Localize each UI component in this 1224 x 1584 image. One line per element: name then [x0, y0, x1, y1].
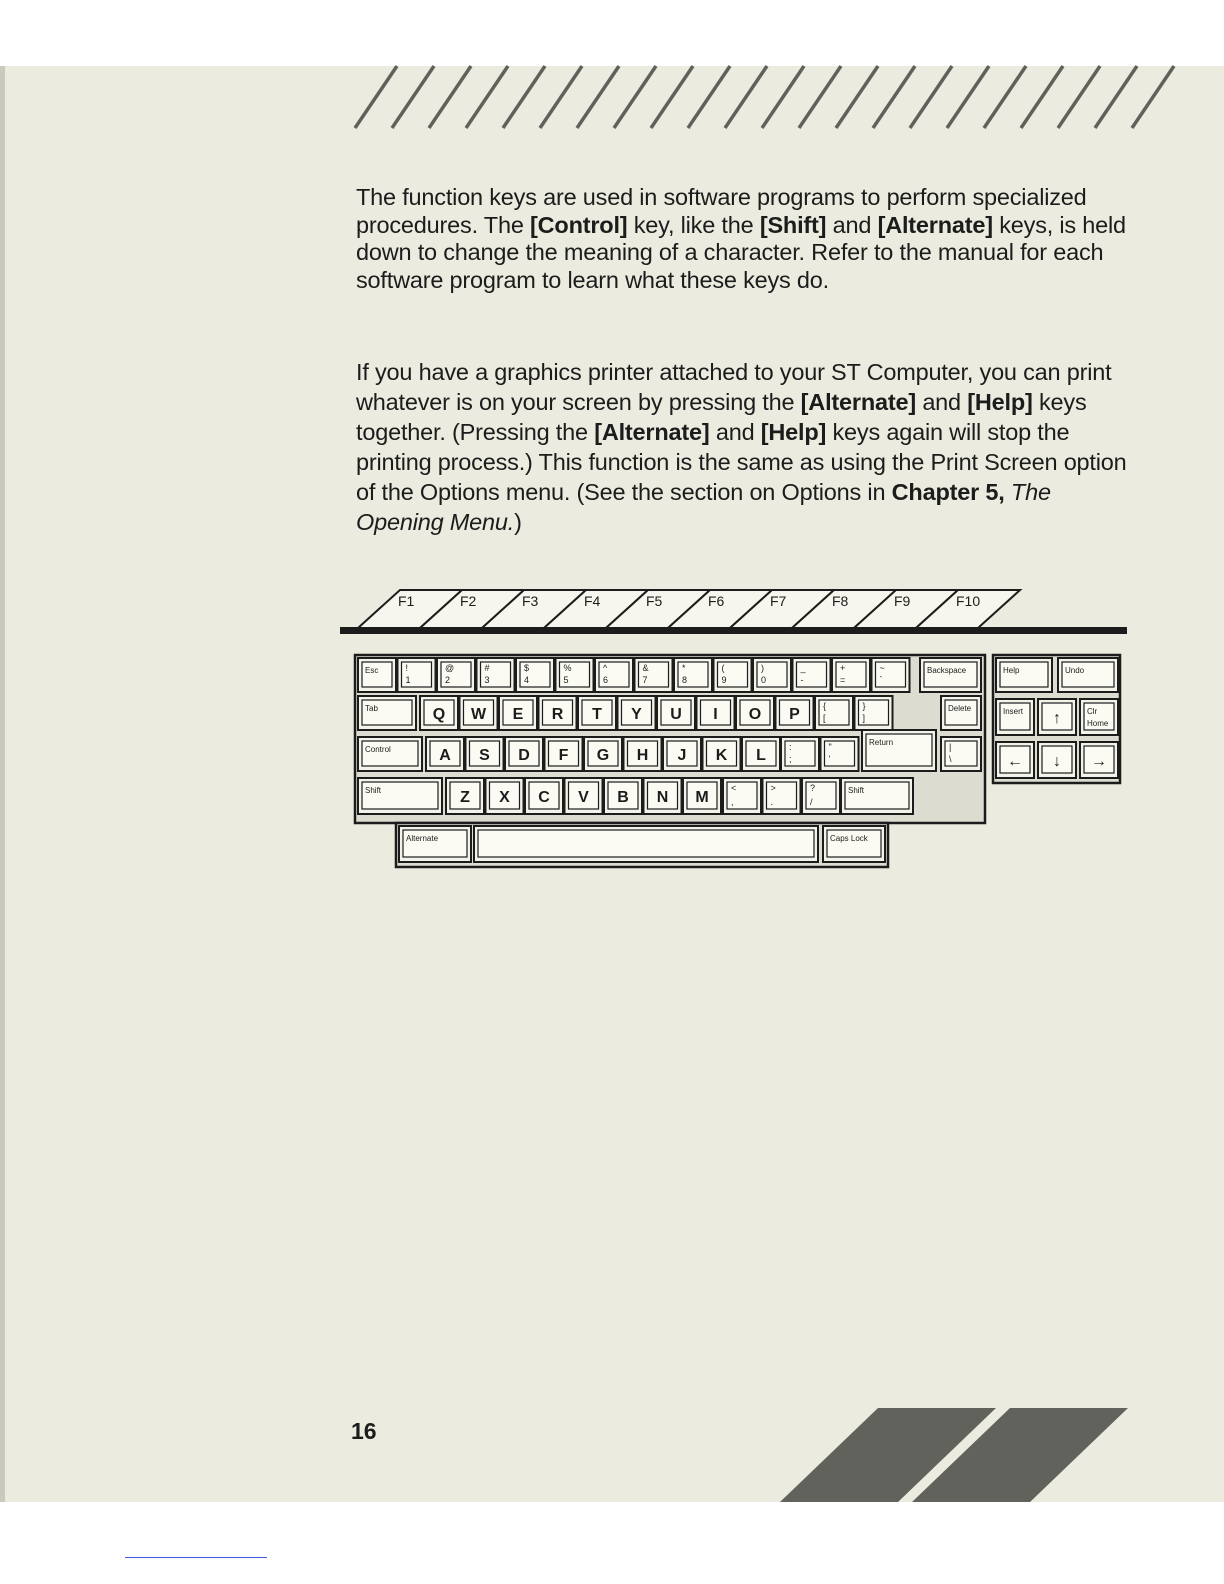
key-letter-x — [486, 778, 524, 814]
key-letter: U — [670, 706, 682, 723]
key-letter-h — [624, 737, 662, 771]
key-letter: H — [636, 747, 649, 764]
key-shift-char: ? — [810, 783, 816, 793]
key-letter-e — [499, 696, 537, 730]
p1-run: key, like the — [627, 211, 760, 238]
p2-run: Chapter 5, — [891, 479, 1005, 505]
key-letter: T — [592, 706, 602, 723]
p1-run: The function keys are used in software programs to perform specialized procedures. The — [356, 184, 1087, 238]
p2-run: [Alternate] — [800, 389, 916, 415]
top-stripe — [799, 66, 841, 128]
key-clr-home — [1080, 699, 1118, 735]
p1-run: [Shift] — [759, 211, 827, 238]
top-stripe — [725, 66, 767, 128]
top-stripe — [503, 66, 545, 128]
key-letter-c — [525, 778, 563, 814]
key-base-char: ' — [828, 754, 831, 764]
key-top — [478, 830, 814, 857]
key-shift-char: # — [484, 663, 490, 673]
key-space — [474, 826, 818, 862]
top-stripe — [614, 66, 656, 128]
key-letter-l — [742, 737, 780, 771]
key-base-char: ` — [879, 675, 883, 685]
key-letter: F — [558, 747, 569, 764]
key-number — [714, 658, 752, 692]
key-help — [996, 658, 1052, 692]
key-letter: X — [499, 789, 510, 806]
bottom-corner-stripes — [780, 1408, 1128, 1502]
key-base-char: 9 — [721, 675, 727, 685]
key-shift-char: @ — [445, 663, 455, 673]
key-alternate — [399, 826, 471, 862]
key-number — [674, 658, 712, 692]
top-stripe — [355, 66, 397, 128]
key-number — [793, 658, 831, 692]
key-letter: L — [756, 747, 766, 764]
key-shift-char: $ — [524, 663, 530, 673]
key-arrow-down — [1038, 742, 1076, 778]
key-punct — [821, 737, 859, 771]
key-base-char: 5 — [563, 675, 569, 685]
key-base-char: ; — [789, 754, 792, 764]
key-letter-j — [663, 737, 701, 771]
function-key-label: F7 — [770, 593, 787, 609]
key-letter-b — [604, 778, 642, 814]
key-small-label: Alternate — [406, 834, 439, 843]
key-bracket — [815, 696, 853, 730]
key-control — [358, 737, 422, 771]
key-backslash — [941, 737, 981, 771]
key-shift-char: + — [840, 663, 846, 673]
key-esc — [358, 658, 396, 692]
top-stripe — [466, 66, 508, 128]
key-number — [872, 658, 910, 692]
key-letter: ← — [1007, 753, 1023, 770]
key-small-label: Return — [869, 738, 894, 747]
top-stripe — [762, 66, 804, 128]
top-stripe — [392, 66, 434, 128]
function-key-label: F9 — [894, 593, 911, 609]
key-letter: A — [439, 747, 451, 764]
key-small-label: Help — [1003, 666, 1020, 675]
key-shift-char: " — [828, 742, 832, 752]
p2-run: keys again will stop the printing process.) This function is the same as using the Print Screen option of the Options menu. (See the section on Options in — [356, 419, 1127, 505]
key-letter-g — [584, 737, 622, 771]
key-small-label: Esc — [365, 666, 379, 675]
key-letter-i — [697, 696, 735, 730]
key-small-label: Tab — [365, 704, 378, 713]
key-base-char: 0 — [761, 675, 767, 685]
key-letter-n — [644, 778, 682, 814]
key-number — [437, 658, 475, 692]
key-shift-char: & — [642, 663, 649, 673]
key-base-char: 8 — [682, 675, 688, 685]
key-small-label: Delete — [948, 704, 972, 713]
key-shift-char: } — [862, 701, 866, 711]
key-number — [477, 658, 515, 692]
key-base-char: \ — [949, 754, 952, 764]
top-stripe — [984, 66, 1026, 128]
key-tab — [358, 696, 416, 730]
key-caps-lock — [823, 826, 885, 862]
key-base-char: , — [731, 797, 734, 807]
key-letter-y — [618, 696, 656, 730]
key-backspace — [920, 658, 981, 692]
key-shift-left — [358, 778, 442, 814]
key-base-char: 3 — [484, 675, 490, 685]
p2-run: and — [709, 419, 761, 445]
key-letter-d — [505, 737, 543, 771]
top-stripe — [836, 66, 878, 128]
key-letter-u — [657, 696, 695, 730]
p2-run: ) — [514, 509, 522, 535]
key-arrow-right — [1080, 742, 1118, 778]
key-letter-m — [683, 778, 721, 814]
key-small-label: Caps Lock — [830, 834, 868, 843]
key-shift-char: | — [949, 742, 952, 752]
key-letter-q — [420, 696, 458, 730]
key-letter: Q — [432, 706, 446, 723]
top-stripe — [1095, 66, 1137, 128]
key-letter: Y — [631, 706, 642, 723]
key-letter: Z — [460, 789, 470, 806]
key-base-char: ] — [862, 713, 866, 723]
p1-run: keys, is held down to change the meaning of a character. Refer to the manual for each software program to learn what these keys do. — [356, 211, 1126, 293]
key-shift-char: _ — [800, 663, 806, 673]
p2-run: If you have a graphics printer attached to your ST Computer, you can print whatever is on your screen by pressing the — [356, 359, 1112, 415]
key-letter: O — [748, 706, 762, 723]
key-letter: P — [789, 706, 800, 723]
key-punct — [763, 778, 801, 814]
key-letter-o — [736, 696, 774, 730]
function-key-label: F4 — [584, 593, 601, 609]
p2-run: The Opening Menu. — [356, 479, 1051, 535]
key-shift-right — [841, 778, 913, 814]
function-key-label: F8 — [832, 593, 849, 609]
key-insert — [996, 699, 1034, 735]
key-base-char: 4 — [524, 675, 530, 685]
key-clr-home-label: Home — [1087, 719, 1109, 728]
top-stripe — [429, 66, 471, 128]
key-shift-char: > — [770, 783, 776, 793]
key-shift-char: : — [789, 742, 792, 752]
key-return — [862, 730, 936, 771]
key-base-char: = — [840, 675, 846, 685]
p1-run: [Alternate] — [877, 211, 993, 238]
key-number — [635, 658, 673, 692]
key-number — [753, 658, 791, 692]
key-letter-k — [703, 737, 741, 771]
key-small-label: Clr — [1087, 707, 1098, 716]
key-shift-char: ~ — [879, 663, 885, 673]
key-letter: C — [538, 789, 550, 806]
key-letter-t — [578, 696, 616, 730]
keyboard-diagram — [355, 655, 1120, 867]
key-punct — [802, 778, 840, 814]
key-small-label: Backspace — [927, 666, 967, 675]
key-punct — [781, 737, 819, 771]
function-key-label: F1 — [398, 593, 415, 609]
key-small-label: Control — [365, 745, 391, 754]
key-bracket — [855, 696, 893, 730]
bottom-underline — [125, 1557, 267, 1558]
key-shift-char: { — [823, 701, 827, 711]
key-arrow-left — [996, 742, 1034, 778]
function-key-label: F5 — [646, 593, 663, 609]
p1-run: and — [826, 211, 878, 238]
function-key-label: F10 — [956, 593, 981, 609]
key-base-char: 7 — [642, 675, 648, 685]
key-number — [595, 658, 633, 692]
key-letter: V — [578, 789, 589, 806]
top-stripe — [873, 66, 915, 128]
key-letter-a — [426, 737, 464, 771]
top-stripe — [1021, 66, 1063, 128]
key-small-label: Shift — [365, 786, 382, 795]
key-small-label: Undo — [1065, 666, 1085, 675]
key-letter: ↓ — [1053, 753, 1061, 770]
p1-run: [Control] — [530, 211, 628, 238]
key-number — [832, 658, 870, 692]
key-number — [516, 658, 554, 692]
key-small-label: Insert — [1003, 707, 1024, 716]
key-letter: W — [470, 706, 487, 723]
p2-run: [Help] — [967, 389, 1033, 415]
key-letter: E — [512, 706, 524, 723]
key-punct — [723, 778, 761, 814]
key-letter-v — [565, 778, 603, 814]
key-small-label: Shift — [848, 786, 865, 795]
key-letter: R — [551, 706, 564, 723]
key-base-char: 2 — [445, 675, 451, 685]
p2-run: keys together. (Pressing the — [356, 389, 1087, 445]
top-diagonal-stripes — [355, 66, 1174, 128]
p2-run: [Help] — [760, 419, 827, 445]
function-key-label: F6 — [708, 593, 725, 609]
key-letter-p — [776, 696, 814, 730]
function-key-strip — [340, 590, 1127, 634]
key-letter: D — [518, 747, 530, 764]
p2-run: and — [915, 389, 968, 415]
key-shift-char: ! — [405, 663, 409, 673]
key-letter: I — [713, 706, 718, 723]
key-letter-f — [545, 737, 583, 771]
key-letter-s — [466, 737, 504, 771]
key-base-char: 1 — [405, 675, 411, 685]
key-letter: N — [656, 789, 669, 806]
function-key-label: F2 — [460, 593, 477, 609]
key-undo — [1058, 658, 1118, 692]
top-stripe — [540, 66, 582, 128]
key-shift-char: ( — [721, 663, 725, 673]
page-number: 16 — [351, 1418, 377, 1444]
key-letter: S — [479, 747, 490, 764]
key-arrow-up — [1038, 699, 1076, 735]
key-letter-w — [460, 696, 498, 730]
function-key-label: F3 — [522, 593, 539, 609]
top-stripe — [577, 66, 619, 128]
key-shift-char: * — [682, 663, 686, 673]
key-letter: → — [1091, 753, 1107, 770]
key-base-char: / — [810, 797, 813, 807]
key-shift-char: < — [731, 783, 737, 793]
key-shift-char: ^ — [603, 663, 608, 673]
key-letter: G — [596, 747, 610, 764]
key-base-char: [ — [823, 713, 826, 723]
top-stripe — [688, 66, 730, 128]
key-letter-r — [539, 696, 577, 730]
top-stripe — [651, 66, 693, 128]
key-number — [398, 658, 436, 692]
key-number — [556, 658, 594, 692]
key-letter: K — [715, 747, 728, 764]
top-stripe — [1132, 66, 1174, 128]
key-base-char: - — [800, 675, 804, 685]
key-shift-char: % — [563, 663, 572, 673]
key-letter-z — [446, 778, 484, 814]
key-shift-char: ) — [761, 663, 764, 673]
top-stripe — [1058, 66, 1100, 128]
key-base-char: 6 — [603, 675, 609, 685]
key-letter: B — [617, 789, 629, 806]
top-stripe — [947, 66, 989, 128]
key-letter: ↑ — [1053, 710, 1061, 727]
key-base-char: . — [770, 797, 774, 807]
key-letter: J — [677, 747, 687, 764]
p2-run: [Alternate] — [594, 419, 710, 445]
key-delete — [941, 696, 981, 730]
top-stripe — [910, 66, 952, 128]
key-letter: M — [695, 789, 709, 806]
